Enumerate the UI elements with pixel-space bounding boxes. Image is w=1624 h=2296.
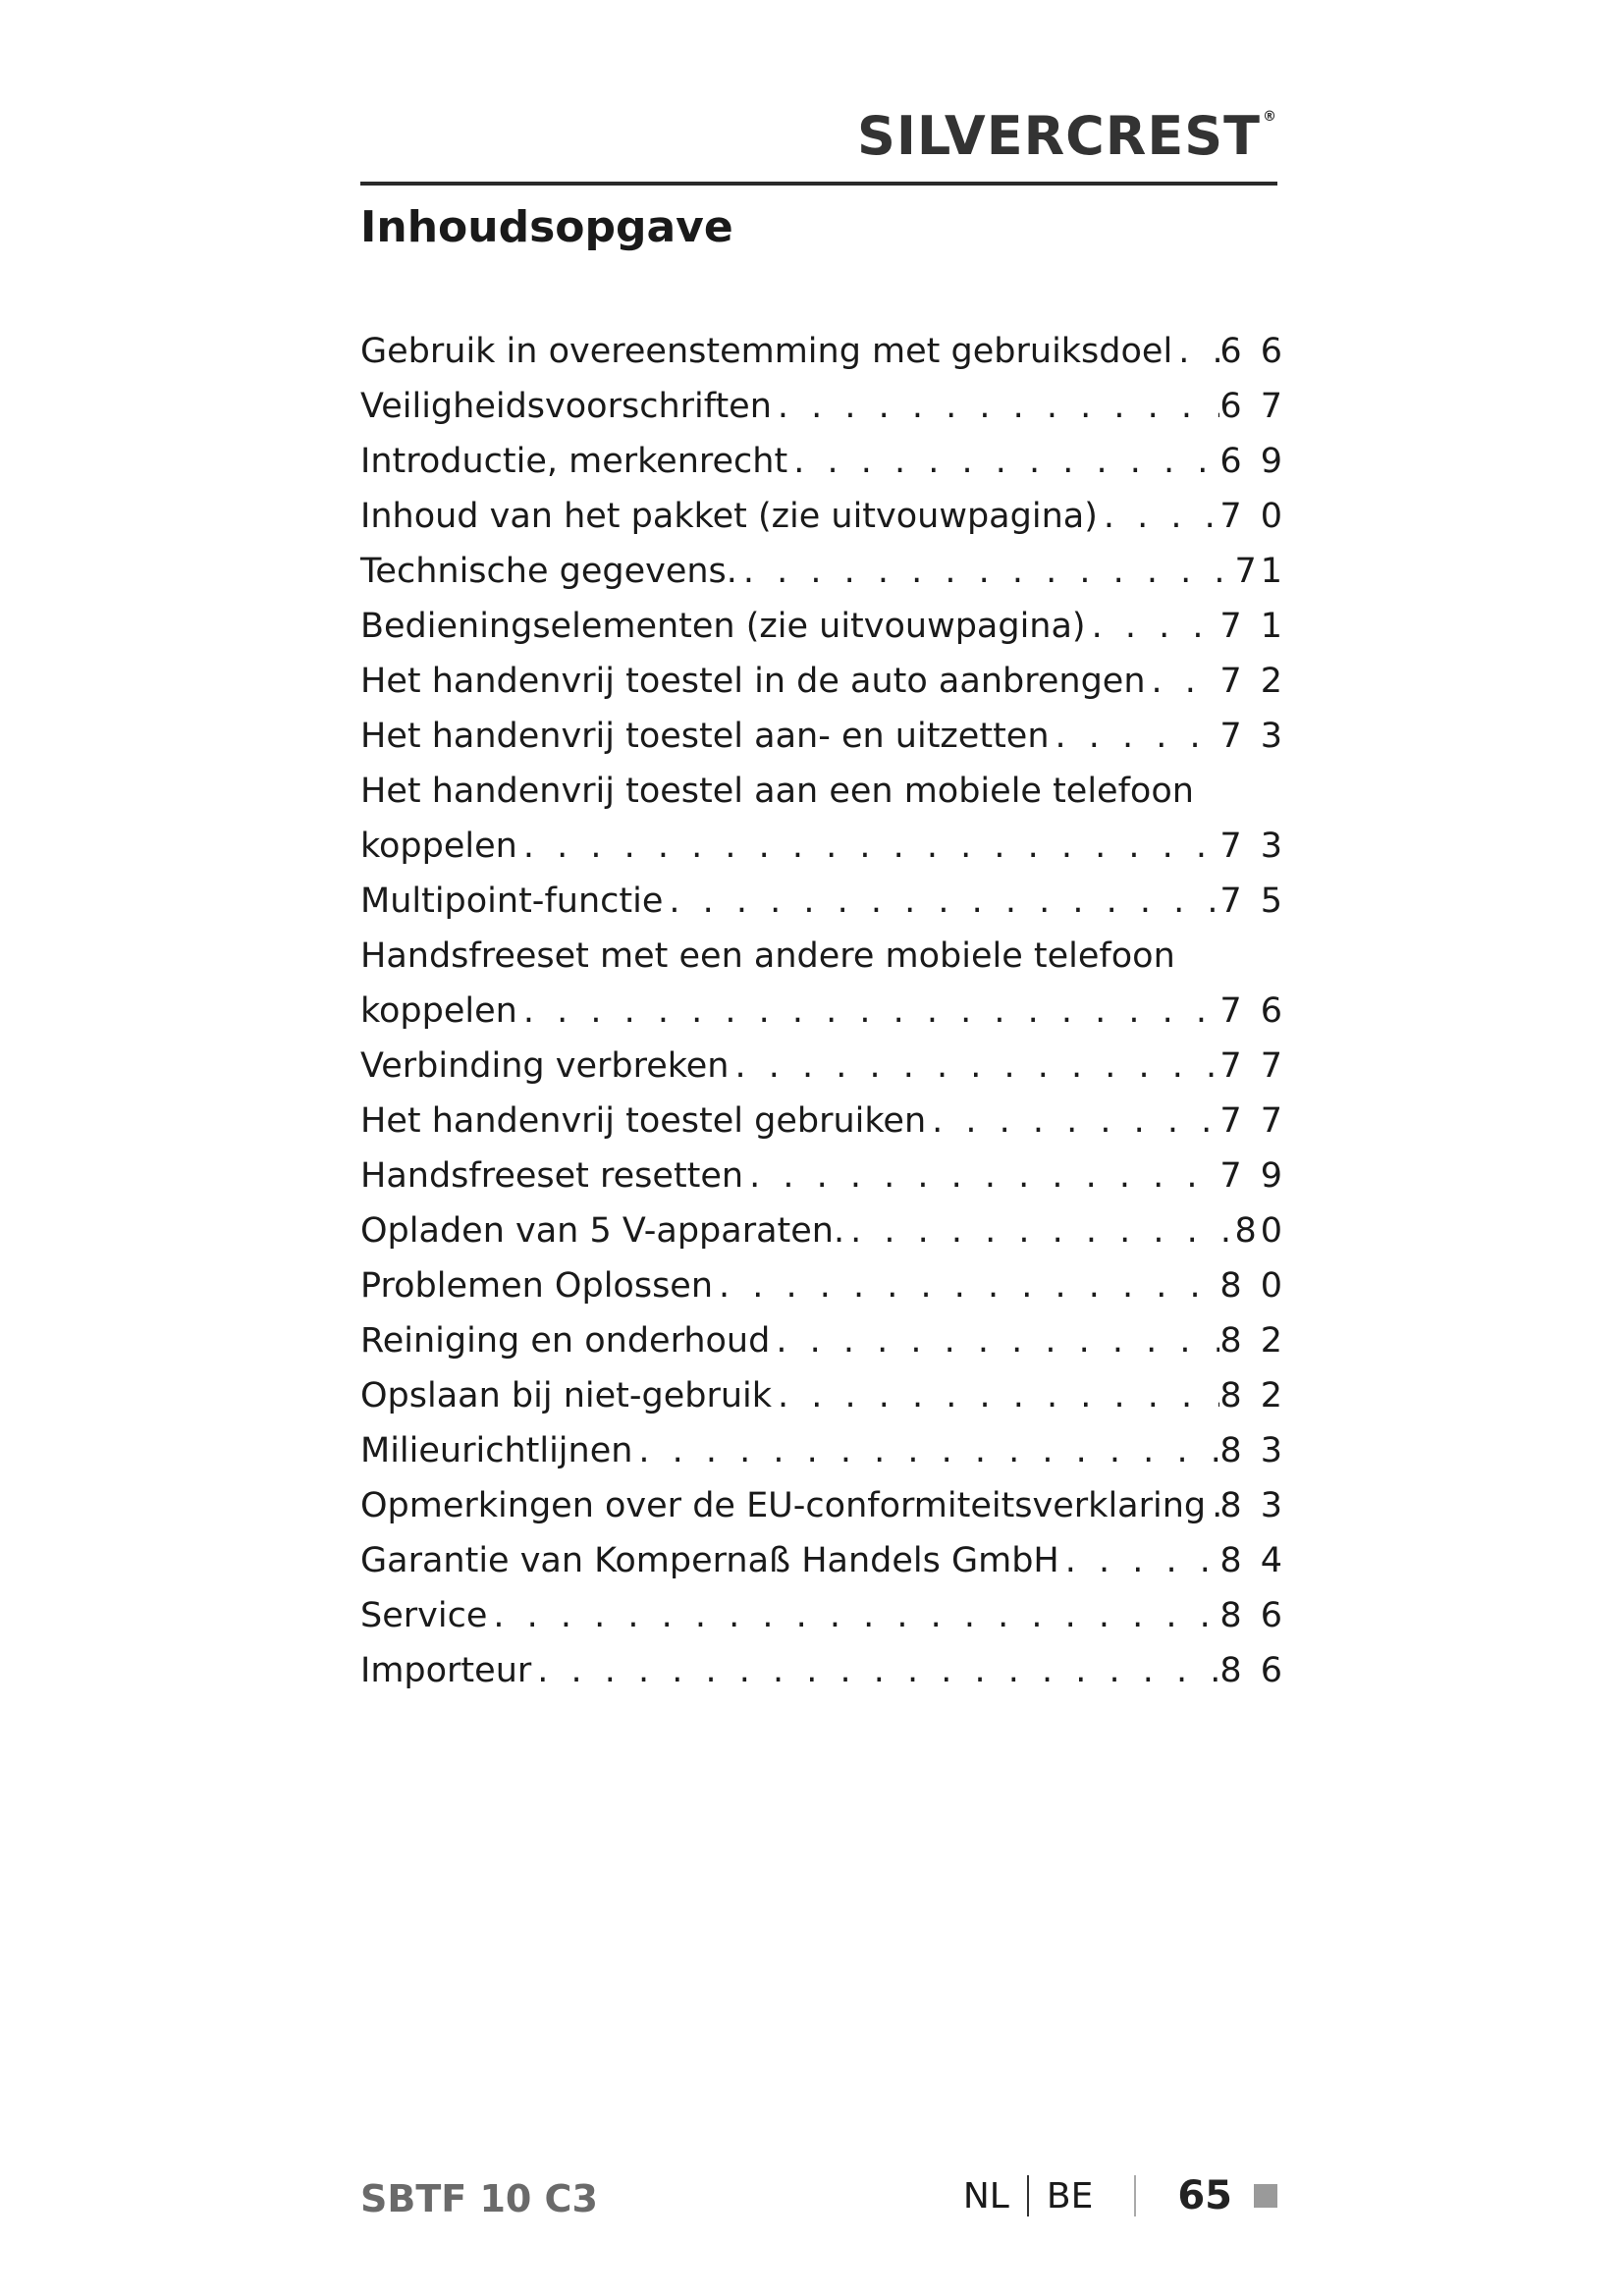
toc-page-number: 7 0 <box>1219 497 1286 536</box>
square-marker-icon <box>1254 2184 1277 2208</box>
toc-entry <box>360 1643 1286 1698</box>
toc-label: Milieurichtlijnen <box>360 1431 633 1470</box>
toc-entry <box>360 654 1286 709</box>
toc-row <box>360 1094 1286 1148</box>
toc-page-number: 8 3 <box>1219 1486 1286 1525</box>
toc-leader-dots <box>844 1203 1234 1258</box>
toc-label: Handsfreeset resetten <box>360 1156 744 1196</box>
toc-row <box>360 654 1286 709</box>
page-number: 65 <box>1177 2173 1232 2218</box>
toc-label: Het handenvrij toestel aan- en uitzetten <box>360 717 1050 756</box>
toc-page-number: 8 0 <box>1219 1266 1286 1306</box>
toc-row <box>360 819 1286 874</box>
toc-label: Service <box>360 1596 488 1635</box>
toc-row <box>360 1203 1286 1258</box>
toc-entry <box>360 1368 1286 1423</box>
toc-page-number: 6 7 <box>1219 387 1286 426</box>
toc-label: Opmerkingen over de EU-conformiteitsverklaring <box>360 1486 1207 1525</box>
toc-row <box>360 1423 1286 1478</box>
toc-entry <box>360 1313 1286 1368</box>
toc-label: Technische gegevens. <box>360 552 737 591</box>
toc-entry <box>360 1533 1286 1588</box>
toc-row <box>360 544 1286 599</box>
toc-label: Het handenvrij toestel in de auto aanbrengen <box>360 662 1146 701</box>
toc-entry <box>360 874 1286 929</box>
toc-page-number: 8 6 <box>1219 1596 1286 1635</box>
toc-entry <box>360 1094 1286 1148</box>
toc-row <box>360 1039 1286 1094</box>
toc-leader-dots <box>632 1423 1219 1478</box>
toc-page-number: 8 2 <box>1219 1376 1286 1415</box>
toc-leader-dots <box>531 1643 1219 1698</box>
toc-leader-dots <box>1050 709 1220 764</box>
toc-row <box>360 874 1286 929</box>
toc-page-number: 7 3 <box>1219 717 1286 756</box>
toc-entry <box>360 324 1286 379</box>
toc-page-number: 71 <box>1234 552 1286 591</box>
toc-page-number: 8 4 <box>1219 1541 1286 1580</box>
toc-page-number: 7 5 <box>1219 881 1286 921</box>
language-be: BE <box>1046 2175 1094 2216</box>
toc-row <box>360 1533 1286 1588</box>
toc-label: Opslaan bij niet-gebruik <box>360 1376 773 1415</box>
toc-page-number: 7 3 <box>1219 827 1286 866</box>
toc-label: Het handenvrij toestel gebruiken <box>360 1101 927 1141</box>
toc-label: Inhoud van het pakket (zie uitvouwpagina) <box>360 497 1098 536</box>
toc-row <box>360 1368 1286 1423</box>
toc-leader-dots <box>1206 1478 1219 1533</box>
toc-leader-dots <box>517 819 1219 874</box>
toc-leader-dots <box>517 984 1219 1039</box>
toc-entry-line1: Het handenvrij toestel aan een mobiele telefoon <box>360 772 1194 811</box>
toc-label: koppelen <box>360 991 517 1031</box>
toc-leader-dots <box>743 1148 1219 1203</box>
toc-label: koppelen <box>360 827 517 866</box>
toc-leader-dots <box>926 1094 1219 1148</box>
toc-leader-dots <box>1172 324 1219 379</box>
toc-label: Reiniging en onderhoud <box>360 1321 771 1361</box>
toc-entry-line1: Handsfreeset met een andere mobiele telefoon <box>360 936 1175 976</box>
separator-light <box>1134 2175 1136 2216</box>
toc-page-number: 7 6 <box>1219 991 1286 1031</box>
toc-label: Multipoint-functie <box>360 881 664 921</box>
toc-leader-dots <box>729 1039 1219 1094</box>
toc-entry <box>360 1423 1286 1478</box>
toc-leader-dots <box>772 379 1219 434</box>
toc-page-number: 8 2 <box>1219 1321 1286 1361</box>
toc-page-number: 7 7 <box>1219 1101 1286 1141</box>
toc-label: Opladen van 5 V-apparaten. <box>360 1211 845 1251</box>
toc-label: Gebruik in overeenstemming met gebruiksdoel <box>360 332 1173 371</box>
toc-page-number: 6 6 <box>1219 332 1286 371</box>
toc-row <box>360 984 1286 1039</box>
toc-row <box>360 1643 1286 1698</box>
toc-leader-dots <box>1059 1533 1220 1588</box>
toc-row <box>360 709 1286 764</box>
toc-row <box>360 379 1286 434</box>
logo-text: SILVERCREST <box>856 105 1261 167</box>
toc-label: Introductie, merkenrecht <box>360 442 788 481</box>
toc-row <box>360 599 1286 654</box>
toc-leader-dots <box>1098 489 1219 544</box>
toc-entry <box>360 1148 1286 1203</box>
toc-leader-dots <box>787 434 1219 489</box>
toc-leader-dots <box>772 1368 1219 1423</box>
toc-entry <box>360 544 1286 599</box>
language-nl: NL <box>962 2175 1009 2216</box>
toc-page-number: 7 7 <box>1219 1046 1286 1086</box>
footer-right <box>963 2173 1277 2218</box>
toc-leader-dots <box>487 1588 1219 1643</box>
toc-row <box>360 1148 1286 1203</box>
page-title: Inhoudsopgave <box>360 202 733 252</box>
toc-leader-dots <box>737 544 1235 599</box>
toc-row <box>360 434 1286 489</box>
separator <box>1027 2175 1029 2216</box>
toc-row <box>360 1478 1286 1533</box>
toc-entry <box>360 379 1286 434</box>
toc-entry <box>360 929 1286 1039</box>
toc-leader-dots <box>770 1313 1219 1368</box>
toc-row <box>360 1313 1286 1368</box>
toc-page-number: 80 <box>1234 1211 1286 1251</box>
toc-page-number: 7 9 <box>1219 1156 1286 1196</box>
registered-mark-icon: ® <box>1263 109 1277 125</box>
toc-leader-dots <box>713 1258 1219 1313</box>
toc-entry <box>360 489 1286 544</box>
toc-label: Veiligheidsvoorschriften <box>360 387 772 426</box>
toc-row <box>360 1588 1286 1643</box>
header-rule <box>360 182 1277 186</box>
toc-label: Importeur <box>360 1651 532 1690</box>
toc-leader-dots <box>663 874 1219 929</box>
toc-row <box>360 1258 1286 1313</box>
toc-row <box>360 324 1286 379</box>
toc-entry <box>360 709 1286 764</box>
toc-page-number: 8 3 <box>1219 1431 1286 1470</box>
model-number: SBTF 10 C3 <box>360 2177 598 2220</box>
toc-label: Garantie van Kompernaß Handels GmbH <box>360 1541 1059 1580</box>
toc-page-number: 8 6 <box>1219 1651 1286 1690</box>
silvercrest-logo <box>856 105 1277 167</box>
toc-entry <box>360 599 1286 654</box>
toc-entry <box>360 764 1286 874</box>
toc-entry <box>360 1258 1286 1313</box>
toc-row <box>360 489 1286 544</box>
toc-label: Problemen Oplossen <box>360 1266 714 1306</box>
toc-page-number: 7 2 <box>1219 662 1286 701</box>
toc-leader-dots <box>1086 599 1220 654</box>
toc-entry <box>360 434 1286 489</box>
toc-label: Bedieningselementen (zie uitvouwpagina) <box>360 607 1086 646</box>
toc-page-number: 7 1 <box>1219 607 1286 646</box>
toc-entry <box>360 1588 1286 1643</box>
toc-entry <box>360 1203 1286 1258</box>
toc-entry <box>360 1478 1286 1533</box>
table-of-contents <box>360 324 1286 1698</box>
toc-leader-dots <box>1146 654 1220 709</box>
toc-page-number: 6 9 <box>1219 442 1286 481</box>
toc-label: Verbinding verbreken <box>360 1046 730 1086</box>
toc-entry <box>360 1039 1286 1094</box>
